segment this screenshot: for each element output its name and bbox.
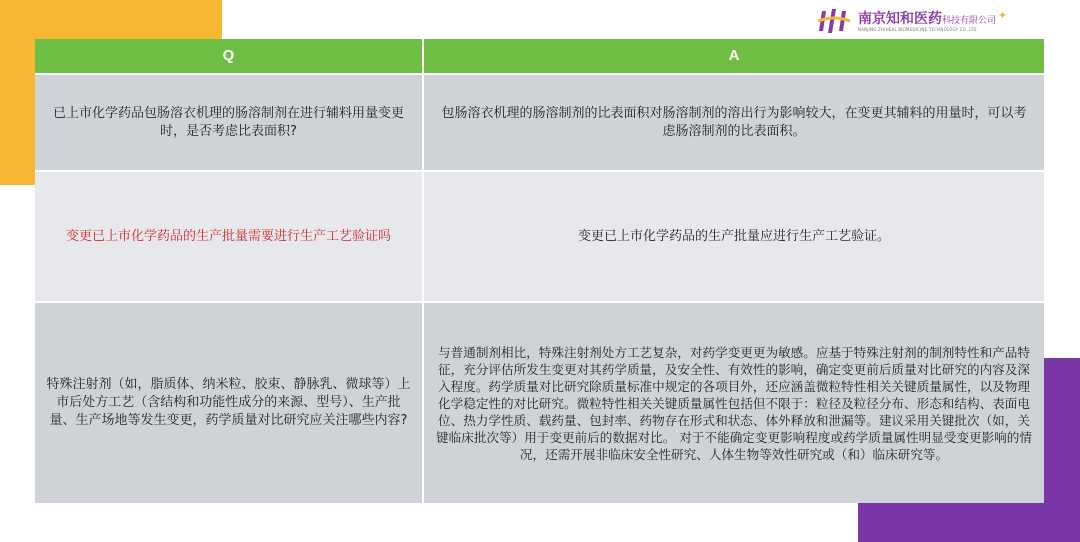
answer-cell: 变更已上市化学药品的生产批量应进行生产工艺验证。 <box>424 172 1044 301</box>
question-cell: 特殊注射剂（如，脂质体、纳米粒、胶束、静脉乳、微球等）上市后处方工艺（含结构和功能性成分的来源、型号）、生产批量、生产场地等发生变更，药学质量对比研究应关注哪些内容? <box>35 303 422 503</box>
header-a: A <box>424 39 1044 73</box>
answer-cell: 与普通制剂相比，特殊注射剂处方工艺复杂，对药学变更更为敏感。应基于特殊注射剂的制剂特性和产品特征，充分评估所发生变更对其药学质量，及安全性、有效性的影响，确定变更前后质量对比研究的内容及深入程度。药学质量对比研究除质量标准中规定的各项目外，还应涵盖微粒特性相关关键质量属性，以及物理化学稳定性的对比研究。微粒特性相关关键质量属性包括但不限于：粒径及粒径分布、形态和结构、表面电位、热力学性质、载药量、包封率、药物存在形式和状态、体外释放和泄漏等。建议采用关键批次（如，关键临床批次等）用于变更前后的数据对比。 对于不能确定变更影响程度或药学质量属性明显受变更影响的情况，还需开展非临床安全性研究、人体生物等效性研究或（和）临床研究等。 <box>424 303 1044 503</box>
answer-cell: 包肠溶衣机理的肠溶制剂的比表面积对肠溶制剂的溶出行为影响较大，在变更其辅料的用量时，可以考虑肠溶制剂的比表面积。 <box>424 75 1044 170</box>
question-cell: 已上市化学药品包肠溶衣机理的肠溶制剂在进行辅料用量变更时，是否考虑比表面积? <box>35 75 422 170</box>
pharma-logo-icon <box>816 5 852 37</box>
header-q: Q <box>35 39 422 73</box>
company-logo <box>816 4 1046 38</box>
table-row <box>35 75 1044 170</box>
company-name: 南京知和医药 <box>858 11 942 27</box>
table-row <box>35 303 1044 503</box>
question-cell-highlighted: 变更已上市化学药品的生产批量需要进行生产工艺验证吗 <box>35 172 422 301</box>
table-row <box>35 172 1044 301</box>
company-suffix: 科技有限公司 <box>942 16 997 26</box>
sparkle-icon: ✦ <box>998 8 1008 22</box>
company-name-en: NANJING ZHIHEAL BIOMEDICINE TECHNOLOGY CO.,LTD <box>858 27 977 32</box>
qa-table <box>35 39 1044 503</box>
table-header-row <box>35 39 1044 73</box>
